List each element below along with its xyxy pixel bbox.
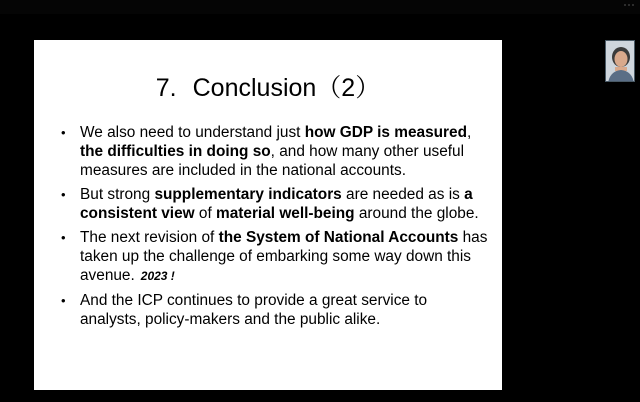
bullet-text: are needed as is xyxy=(341,186,465,203)
bullet-text: The next revision of xyxy=(80,229,219,246)
bullet-item xyxy=(61,228,491,286)
shared-slide xyxy=(34,40,502,390)
bullet-dot-icon: • xyxy=(61,230,66,245)
bullet-dot-icon: • xyxy=(61,293,66,308)
bullet-item xyxy=(61,123,491,180)
bullet-dot-icon: • xyxy=(61,125,66,140)
bullet-text-bold: the difficulties in doing so xyxy=(80,143,271,160)
slide-title xyxy=(34,68,502,104)
bullet-text: But strong xyxy=(80,186,155,203)
bullet-item xyxy=(61,291,491,329)
bullet-text: And the ICP continues to provide a great service to analysts, policy-makers and the public alike. xyxy=(80,292,428,328)
year-note: 2023 ! xyxy=(140,269,175,283)
more-options-icon[interactable] xyxy=(624,4,634,6)
bullet-item xyxy=(61,185,491,223)
slide-title-text: Conclusion（2） xyxy=(192,74,381,102)
bullet-text: We also need to understand just xyxy=(80,124,305,141)
bullet-text-bold: the System of National Accounts xyxy=(218,229,459,246)
participant-avatar-icon xyxy=(606,41,635,82)
top-toolbar-strip xyxy=(0,0,640,14)
bullet-text-bold: a consistent view xyxy=(80,186,473,222)
bullet-dot-icon: • xyxy=(61,187,66,202)
bullet-text: , and how many other useful measures are included in the national accounts. xyxy=(80,143,465,179)
bullet-list xyxy=(61,123,491,334)
bullet-text: , xyxy=(466,124,472,141)
slide-title-number: 7. xyxy=(155,74,177,102)
bullet-text-bold: material well-being xyxy=(216,205,355,222)
participant-video-tile[interactable] xyxy=(605,40,635,82)
bullet-text: around the globe. xyxy=(354,205,479,222)
bullet-text-bold: how GDP is measured xyxy=(304,124,467,141)
bullet-text-bold: supplementary indicators xyxy=(154,186,342,203)
bullet-text: of xyxy=(194,205,217,222)
bullet-text: has taken up the challenge of embarking some way down this avenue. xyxy=(80,229,488,284)
